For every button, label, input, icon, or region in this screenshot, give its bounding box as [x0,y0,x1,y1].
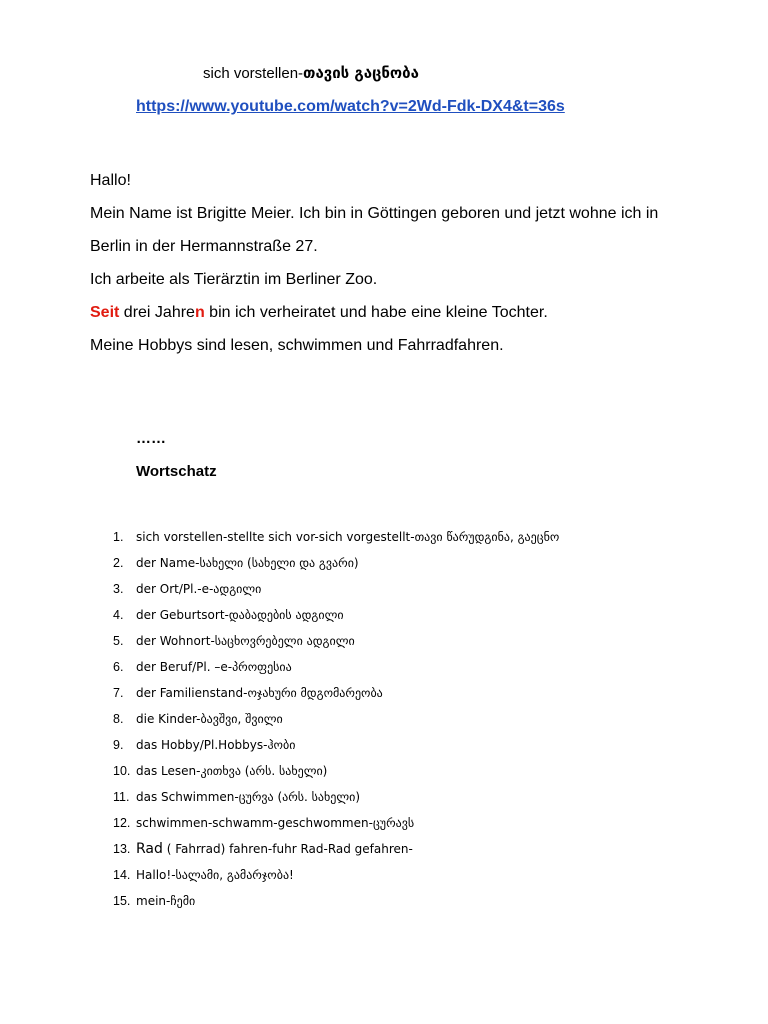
text-line-5: Meine Hobbys sind lesen, schwimmen und Fahrradfahren. [90,337,504,354]
vocab-term: mein-ჩემი [136,894,196,908]
intro-text [90,164,730,362]
vocab-number: 4. [113,608,124,622]
text-line-2: Berlin in der Hermannstraße 27. [90,238,318,255]
vocab-term: der Wohnort-საცხოვრებელი ადგილი [136,634,355,648]
vocab-number: 13. [113,842,131,856]
vocab-number: 6. [113,660,124,674]
vocab-number: 9. [113,738,124,752]
vocab-number: 5. [113,634,124,648]
vocab-number: 1. [113,530,124,544]
vocab-term-emphasis: Rad [136,841,163,857]
vocab-number: 3. [113,582,124,596]
vocab-term: sich vorstellen-stellte sich vor-sich vorgestellt-თავი წარუდგინა, გაეცნო [136,530,560,544]
highlight-n: n [194,304,205,321]
text-line-4-part2: drei Jahre [119,304,195,321]
vocab-term: der Ort/Pl.-e-ადგილი [136,582,262,596]
text-line-4 [90,296,730,329]
vocab-term: der Name-სახელი (სახელი და გვარი) [136,556,359,570]
vocab-term [136,839,413,859]
vocab-number: 14. [113,868,131,882]
vocab-term: der Geburtsort-დაბადების ადგილი [136,608,344,622]
document-title [203,64,419,82]
vocab-number: 15. [113,894,131,908]
vocab-term: der Beruf/Pl. –e-პროფესია [136,660,292,674]
vocab-term-rest: ( Fahrrad) fahren-fuhr Rad-Rad gefahren- [162,842,413,856]
vocab-number: 11. [113,790,130,804]
vocab-term: das Schwimmen-ცურვა (არს. სახელი) [136,790,361,804]
greeting-line: Hallo! [90,172,131,189]
title-georgian: თავის გაცნობა [303,64,419,82]
vocab-number: 10. [113,764,131,778]
vocab-number: 12. [113,816,131,830]
vocab-number: 7. [113,686,124,700]
vocab-number: 2. [113,556,124,570]
vocab-term: das Hobby/Pl.Hobbys-ჰობი [136,738,296,752]
title-german: sich vorstellen- [203,65,304,82]
vocab-term: die Kinder-ბავშვი, შვილი [136,712,283,726]
vocab-term: Hallo!-სალამი, გამარჯობა! [136,868,294,882]
vocab-term: das Lesen-კითხვა (არს. სახელი) [136,764,328,778]
ellipsis-dots: …… [136,430,166,447]
vocab-term: der Familienstand-ოჯახური მდგომარეობა [136,686,383,700]
text-line-3: Ich arbeite als Tierärztin im Berliner Zoo. [90,271,378,288]
vocab-number: 8. [113,712,124,726]
highlight-seit: Seit [90,304,120,321]
youtube-link[interactable]: https://www.youtube.com/watch?v=2Wd-Fdk-DX4&t=36s [136,98,565,115]
vocab-term: schwimmen-schwamm-geschwommen-ცურავს [136,816,415,830]
text-line-1: Mein Name ist Brigitte Meier. Ich bin in Göttingen geboren und jetzt wohne ich in [90,205,659,222]
text-line-4-part3: bin ich verheiratet und habe eine kleine Tochter. [204,304,548,321]
vocabulary-heading: Wortschatz [136,463,217,480]
